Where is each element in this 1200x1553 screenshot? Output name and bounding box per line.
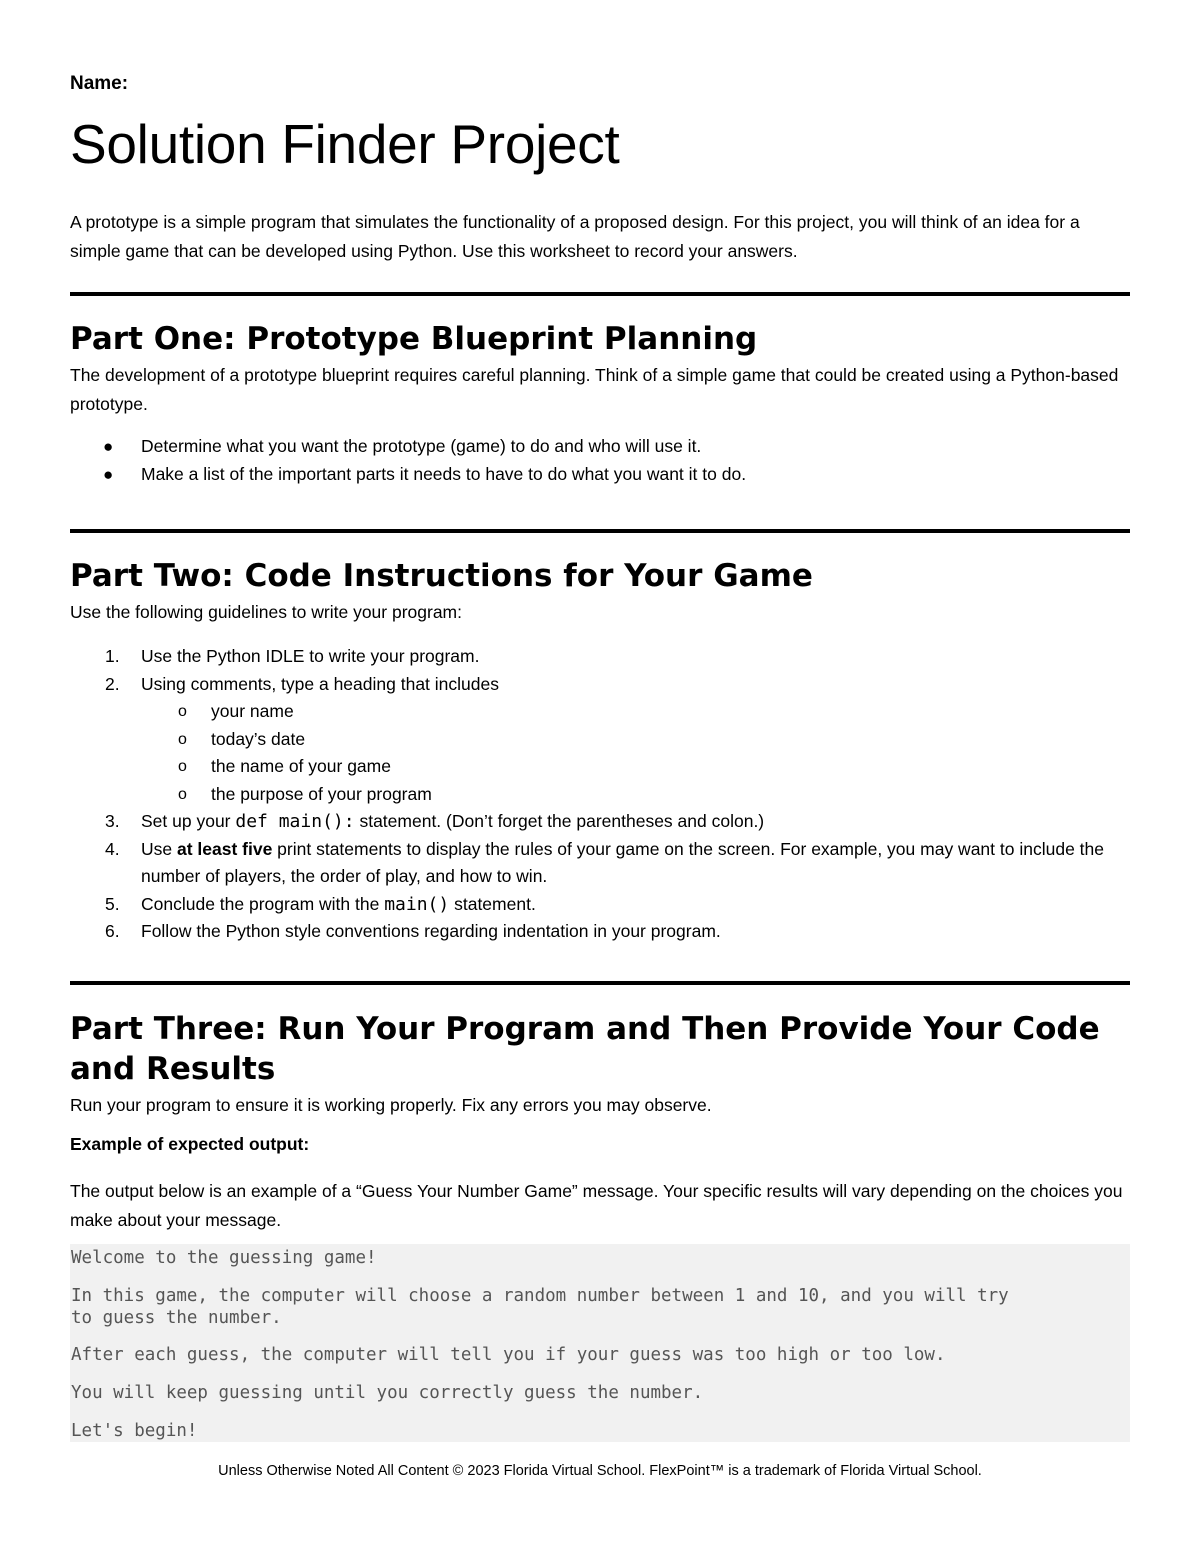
example-description: The output below is an example of a “Guess Your Number Game” message. Your specific results will vary depending on the choices you make about your message. [70, 1181, 1123, 1230]
name-label: Name: [70, 73, 129, 94]
part-three-heading: Part Three: Run Your Program and Then Provide Your Code and Results [70, 1011, 1100, 1087]
section-divider [70, 981, 1130, 985]
part-one-heading: Part One: Prototype Blueprint Planning [70, 321, 758, 357]
part-two-heading: Part Two: Code Instructions for Your Game [70, 558, 813, 594]
output-line: In this game, the computer will choose a random number between 1 and 10, and you will try [71, 1286, 1009, 1306]
circle-bullet-icon: o [178, 785, 187, 803]
part-two-description: Use the following guidelines to write your program: [70, 602, 462, 622]
list-item: ● Make a list of the important parts it needs to have to do what you want it to do. [70, 461, 1130, 489]
copyright-footer: Unless Otherwise Noted All Content © 2023 Florida Virtual School. FlexPoint™ is a trademark of Florida Virtual School. [218, 1463, 982, 1479]
output-line: Let's begin! [71, 1421, 198, 1441]
instruction-steps-list [70, 643, 1130, 946]
output-line: You will keep guessing until you correctly guess the number. [71, 1383, 704, 1403]
section-divider [70, 292, 1130, 296]
circle-bullet-icon: o [178, 758, 187, 775]
example-output-block [70, 1244, 1130, 1442]
inline-code: main() [384, 893, 450, 915]
circle-bullet-icon: o [178, 730, 187, 748]
example-output-label: Example of expected output: [70, 1134, 310, 1154]
part-three-description: Run your program to ensure it is working properly. Fix any errors you may observe. [70, 1095, 712, 1115]
list-item: 3. Set up your def main(): statement. (Don’t forget the parentheses and colon.) [105, 811, 765, 832]
intro-paragraph: A prototype is a simple program that simulates the functionality of a proposed design. For this project, you will think of an idea for a simple game that can be developed using Python. Use this worksheet to record your answers. [70, 212, 1080, 261]
inline-code: def main(): [235, 811, 355, 832]
part-one-bullet-list [70, 433, 1130, 488]
output-line: After each guess, the computer will tell you if your guess was too high or too low. [71, 1345, 946, 1365]
circle-bullet-icon: o [178, 703, 187, 720]
output-line: to guess the number. [71, 1308, 282, 1328]
list-item: ● Determine what you want the prototype (game) to do and who will use it. [70, 433, 1130, 461]
page-title: Solution Finder Project [70, 113, 620, 175]
list-item: o your name [141, 698, 1130, 726]
list-item: 4. Use at least five print statements to display the rules of your game on the screen. For example, you may want to include the number of players, the order of play, and how to win. [105, 838, 1104, 886]
list-item: o the name of your game [141, 753, 1130, 781]
section-divider [70, 529, 1130, 533]
list-item: 2. Using comments, type a heading that includes o your name o today’s date o the name of your game o the purpose of your program [70, 671, 1130, 809]
list-item: 6. Follow the Python style conventions regarding indentation in your program. [105, 921, 721, 941]
output-line: Welcome to the guessing game! [71, 1248, 377, 1268]
bullet-icon: ● [103, 464, 114, 484]
list-item: 5. Conclude the program with the main() statement. [105, 893, 536, 915]
heading-contents-list [141, 698, 1130, 808]
bullet-icon: ● [103, 437, 114, 456]
list-item: 1. Use the Python IDLE to write your program. [105, 646, 480, 666]
list-item: o the purpose of your program [141, 781, 1130, 809]
part-one-description: The development of a prototype blueprint requires careful planning. Think of a simple game that could be created using a Python-based prototype. [70, 365, 1119, 414]
list-item: o today’s date [141, 726, 1130, 754]
